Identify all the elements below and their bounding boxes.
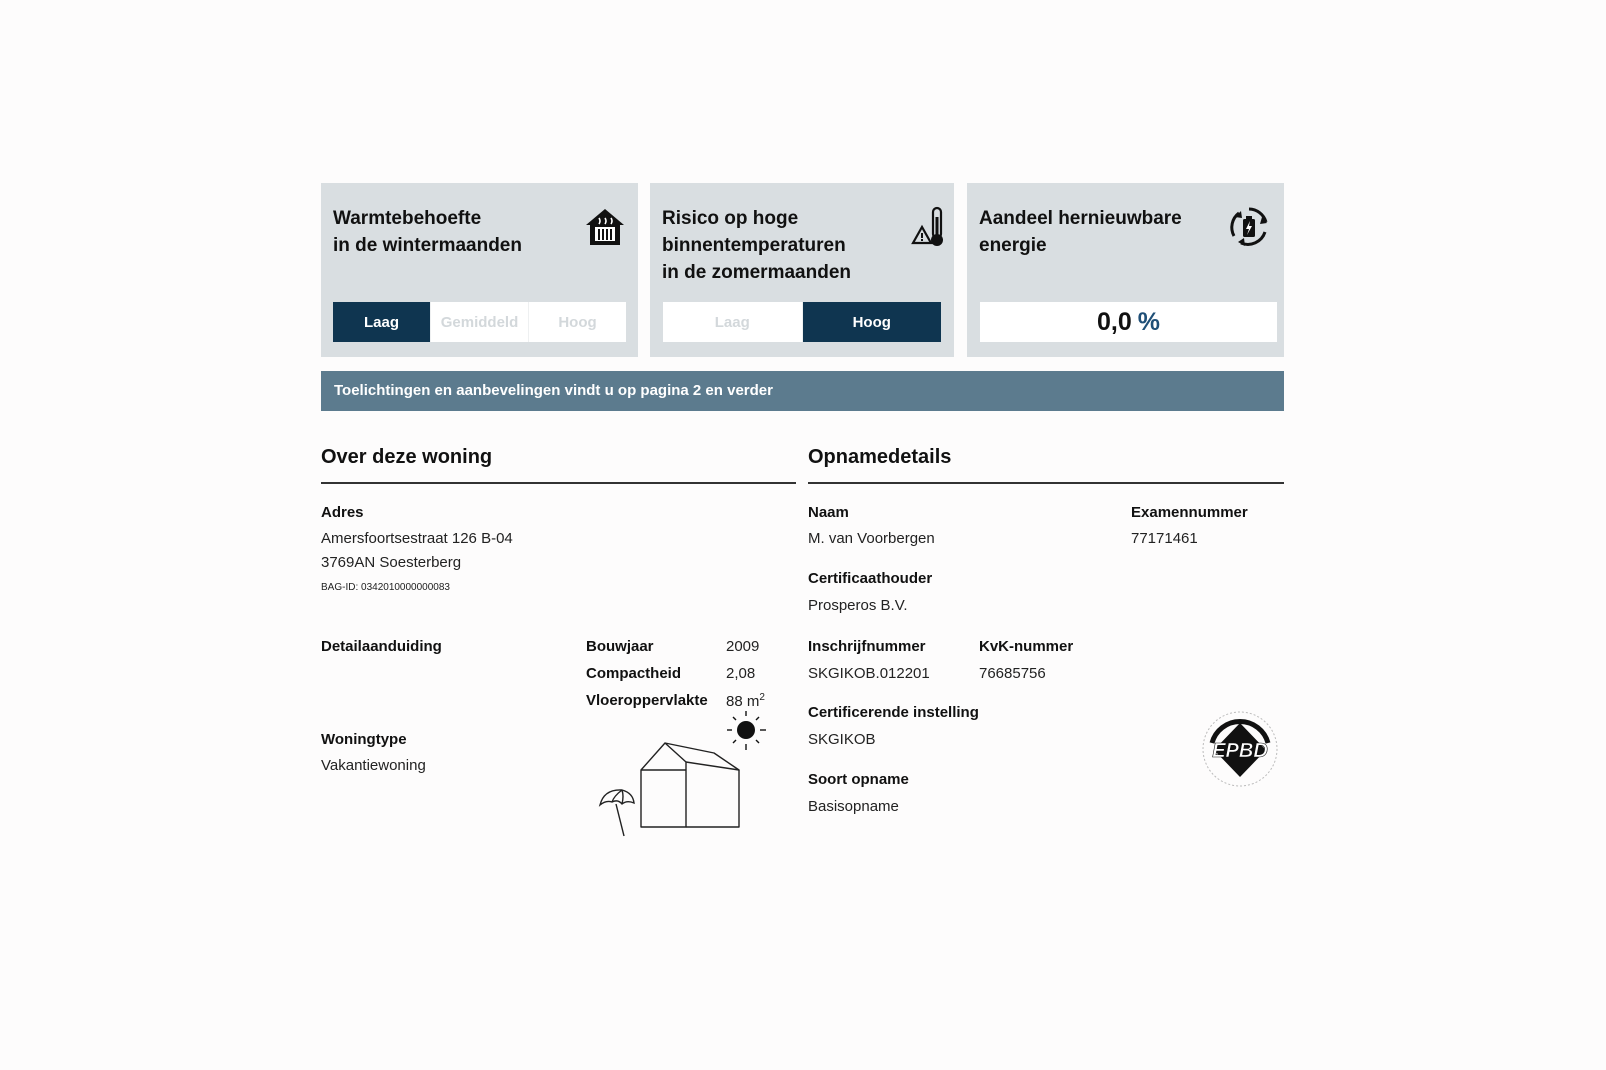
renewable-value-box bbox=[980, 302, 1277, 342]
bouwjaar-value: 2009 bbox=[726, 638, 760, 655]
renewable-title-line1: Aandeel hernieuwbare bbox=[979, 208, 1182, 229]
certificerende-instelling-label: Certificerende instelling bbox=[808, 704, 979, 721]
renewable-share-card bbox=[967, 183, 1284, 357]
heat-option-hoog: Hoog bbox=[528, 302, 626, 342]
compactheid-value: 2,08 bbox=[726, 665, 756, 682]
house-heating-icon bbox=[583, 205, 627, 249]
soort-opname-label: Soort opname bbox=[808, 771, 909, 788]
bouwjaar-label: Bouwjaar bbox=[586, 638, 654, 655]
overheating-title-line1: Risico op hoge bbox=[662, 208, 799, 229]
kvk-value: 76685756 bbox=[979, 665, 1046, 682]
overheating-title bbox=[662, 205, 851, 286]
house-outline-icon bbox=[641, 743, 739, 827]
heat-demand-title-line1: Warmtebehoefte bbox=[333, 208, 482, 229]
adres-line1: Amersfoortsestraat 126 B-04 bbox=[321, 530, 513, 547]
overheating-scale bbox=[663, 302, 941, 342]
holiday-house-illustration bbox=[594, 706, 774, 840]
overheating-title-line3: in de zomermaanden bbox=[662, 262, 851, 283]
soort-opname-value: Basisopname bbox=[808, 798, 899, 815]
examennummer-value: 77171461 bbox=[1131, 530, 1198, 547]
epbd-seal-logo bbox=[1198, 707, 1282, 791]
detailaanduiding-label: Detailaanduiding bbox=[321, 638, 442, 655]
adres-line2: 3769AN Soesterberg bbox=[321, 554, 462, 571]
woningtype-label: Woningtype bbox=[321, 731, 407, 748]
bag-id: BAG-ID: 0342010000000083 bbox=[321, 582, 450, 593]
heat-demand-title-line2: in de wintermaanden bbox=[333, 235, 522, 256]
compactheid-label: Compactheid bbox=[586, 665, 682, 682]
heat-option-laag: Laag bbox=[333, 302, 430, 342]
renewable-cycle-icon bbox=[1227, 205, 1271, 249]
thermometer-warning-icon bbox=[908, 205, 952, 249]
renewable-value: 0,0 bbox=[1097, 307, 1132, 336]
woning-divider bbox=[321, 482, 796, 484]
epbd-logo-text: EPBD bbox=[1212, 740, 1268, 762]
inschrijfnummer-value: SKGIKOB.012201 bbox=[808, 665, 930, 682]
recommendations-banner: Toelichtingen en aanbevelingen vindt u op pagina 2 en verder bbox=[321, 371, 1284, 411]
woning-section-title: Over deze woning bbox=[321, 446, 493, 468]
certificaathouder-label: Certificaathouder bbox=[808, 570, 933, 587]
woningtype-value: Vakantiewoning bbox=[321, 757, 426, 774]
opname-divider bbox=[808, 482, 1284, 484]
renewable-title bbox=[979, 205, 1182, 259]
inschrijfnummer-label: Inschrijfnummer bbox=[808, 638, 926, 655]
examennummer-label: Examennummer bbox=[1131, 504, 1248, 521]
heat-demand-card bbox=[321, 183, 638, 357]
overheat-option-laag: Laag bbox=[714, 313, 750, 331]
beach-umbrella-icon bbox=[600, 790, 634, 836]
sun-icon bbox=[727, 711, 766, 750]
naam-label: Naam bbox=[808, 504, 849, 521]
renewable-title-line2: energie bbox=[979, 235, 1047, 256]
kvk-label: KvK-nummer bbox=[979, 638, 1074, 655]
heat-demand-title bbox=[333, 205, 522, 259]
vloeroppervlakte-number: 88 m bbox=[726, 693, 760, 710]
naam-value: M. van Voorbergen bbox=[808, 530, 935, 547]
renewable-unit: % bbox=[1137, 307, 1160, 336]
vloeroppervlakte-unit-sup: 2 bbox=[759, 692, 765, 703]
overheating-risk-card bbox=[650, 183, 954, 357]
certificaathouder-value: Prosperos B.V. bbox=[808, 597, 908, 614]
opname-section-title: Opnamedetails bbox=[808, 446, 952, 468]
overheat-option-hoog: Hoog bbox=[802, 302, 942, 342]
heat-option-gemiddeld: Gemiddeld bbox=[430, 302, 528, 342]
heat-demand-scale bbox=[333, 302, 626, 342]
certificerende-instelling-value: SKGIKOB bbox=[808, 731, 876, 748]
overheating-title-line2: binnentemperaturen bbox=[662, 235, 846, 256]
vloeroppervlakte-label: Vloeroppervlakte bbox=[586, 692, 708, 709]
adres-label: Adres bbox=[321, 504, 364, 521]
